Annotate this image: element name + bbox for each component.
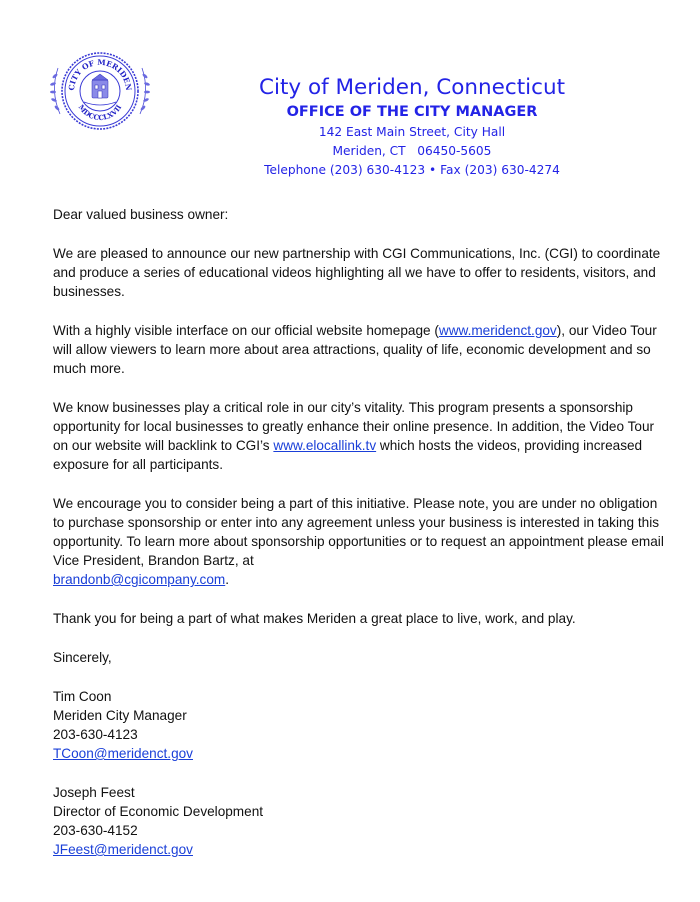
paragraph-1: We are pleased to announce our new partnership with CGI Communications, Inc. (CGI) to coordinate and produce a series of educational videos highlighting all we have to offer to residents, visitors, and businesses. bbox=[53, 246, 661, 299]
letter-body bbox=[53, 205, 665, 859]
signature-block-1 bbox=[53, 687, 665, 763]
paragraph-3-text-b: which hosts the videos, providing increased exposure for all participants. bbox=[53, 438, 643, 472]
closing: Sincerely, bbox=[53, 650, 112, 665]
city-name: City of Meriden, Connecticut bbox=[258, 75, 566, 100]
meriden-website-link[interactable]: www.meridenct.gov bbox=[438, 323, 557, 338]
signature-block-2 bbox=[53, 783, 665, 859]
seal-bottom-text: MDCCCLXVII bbox=[76, 102, 124, 123]
address-line-2: Meriden, CT 06450-5605 bbox=[332, 144, 492, 158]
svg-text:MDCCCLXVII bbox=[77, 103, 124, 122]
signer-2-email-link[interactable]: JFeest@meridenct.gov bbox=[53, 842, 193, 857]
signer-1-title: Meriden City Manager bbox=[53, 708, 187, 723]
signer-1-email-link[interactable]: TCoon@meridenct.gov bbox=[53, 746, 193, 761]
salutation: Dear valued business owner: bbox=[53, 207, 229, 222]
paragraph-4-period: . bbox=[225, 572, 230, 587]
paragraph-2-text-b: ), our Video Tour will allow viewers to learn more about area attractions, quality of life, economic development and so much more. bbox=[53, 323, 657, 376]
signer-2-phone: 203-630-4152 bbox=[53, 823, 138, 838]
letterhead bbox=[200, 74, 624, 180]
seal-top-text: CITY OF MERIDEN bbox=[66, 57, 134, 92]
paragraph-3 bbox=[53, 398, 665, 474]
paragraph-3-text-a: We know businesses play a critical role in our city’s vitality. This program presents a sponsorship opportunity for local businesses to greatly enhance their online presence. In addition, the Video Tour on our website will backlink to CGI’s bbox=[53, 400, 655, 453]
city-seal-icon bbox=[44, 48, 156, 134]
contact-line: Telephone (203) 630-4123 • Fax (203) 630-4274 bbox=[264, 163, 560, 177]
signer-2-name: Joseph Feest bbox=[53, 785, 135, 800]
paragraph-5: Thank you for being a part of what makes Meriden a great place to live, work, and play. bbox=[53, 611, 576, 626]
signer-1-phone: 203-630-4123 bbox=[53, 727, 138, 742]
paragraph-2 bbox=[53, 321, 665, 378]
brandon-email-link[interactable]: brandonb@cgicompany.com bbox=[53, 572, 226, 587]
elocallink-website-link[interactable]: www.elocallink.tv bbox=[273, 438, 377, 453]
paragraph-2-text-a: With a highly visible interface on our official website homepage ( bbox=[53, 323, 439, 338]
address-line-1: 142 East Main Street, City Hall bbox=[318, 125, 506, 139]
office-name: OFFICE OF THE CITY MANAGER bbox=[286, 104, 538, 120]
paragraph-4 bbox=[53, 494, 665, 589]
signer-2-title: Director of Economic Development bbox=[53, 804, 264, 819]
signer-1-name: Tim Coon bbox=[53, 689, 112, 704]
paragraph-4-text: We encourage you to consider being a part of this initiative. Please note, you are under no obligation to purchase sponsorship or enter into any agreement unless your business is interested in taking this opportunity. To learn more about sponsorship opportunities or to request an appointment please email Vice President, Brandon Bartz, at bbox=[53, 496, 664, 568]
